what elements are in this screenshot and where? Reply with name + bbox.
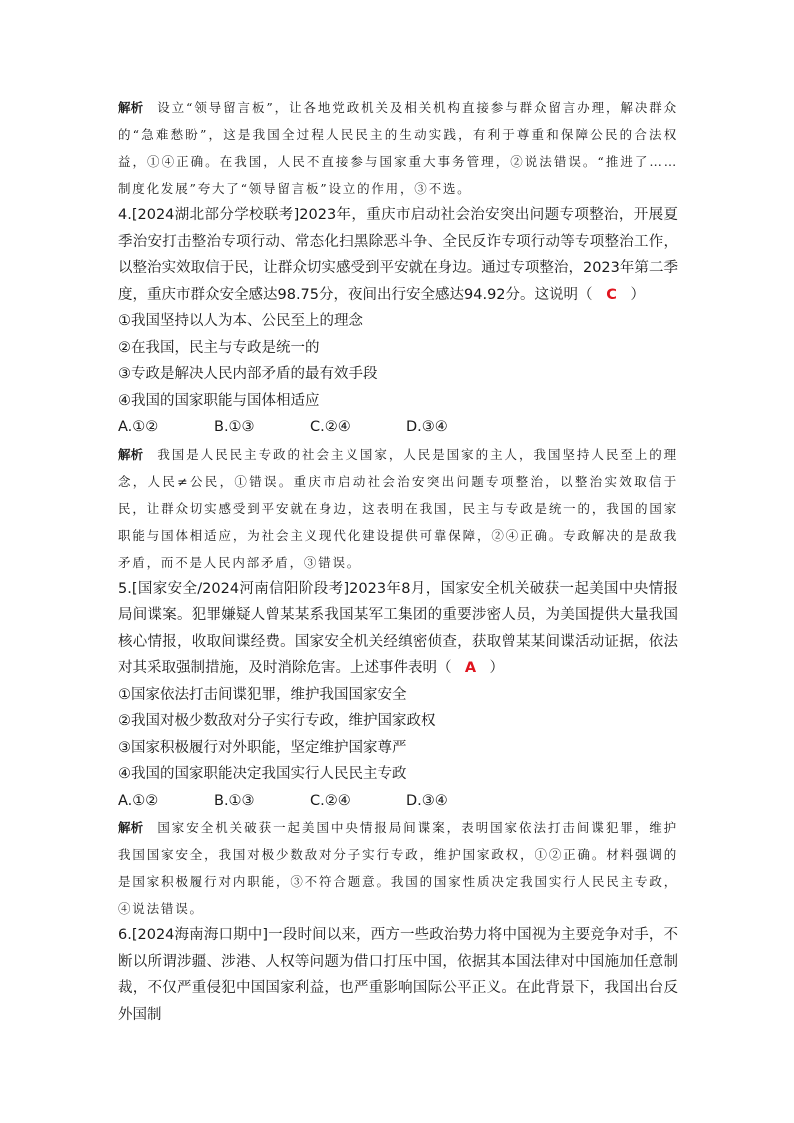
question-4 [118, 202, 678, 308]
question-5-close: ） [489, 660, 504, 676]
question-5-option: ②我国对极少数敌对分子实行专政，维护国家政权 [118, 713, 436, 729]
question-4-option: ④我国的国家职能与国体相适应 [118, 392, 320, 409]
question-4-choices [118, 414, 678, 441]
question-4-text: 4.[2024湖北部分学校联考]2023年，重庆市启动社会治安突出问题专项整治，开展夏季治安打击整治专项行动、常态化扫黑除恶斗争、全民反诈专项行动等专项整治工作，以整治实效取信于民，让群众切实感受到平安就在身边。通过专项整治，2023年第二季度，重庆市群众安全感达98.75分，夜间出行安全感达94.92分。这说明（ [118, 207, 678, 303]
explanation-prev [118, 94, 678, 202]
choice-b: B.①③ [214, 419, 255, 435]
explanation-text: 我国是人民民主专政的社会主义国家，人民是国家的主人，我国坚持人民至上的理念，人民≠公民，①错误。重庆市启动社会治安突出问题专项整治，以整治实效取信于民，让群众切实感受到平安就在身边，这表明在我国，民主与专政是统一的，我国的国家职能与国体相适应，为社会主义现代化建设提供可靠保障，②④正确。专政解决的是敌我矛盾，而不是人民内部矛盾，③错误。 [118, 446, 678, 570]
document-page [118, 94, 678, 1028]
question-5-text: 5.[国家安全/2024河南信阳阶段考]2023年8月，国家安全机关破获一起美国中央情报局间谍案。犯罪嫌疑人曾某某系我国某军工集团的重要涉密人员，为美国提供大量我国核心情报，收取间谍经费。国家安全机关经缜密侦查，获取曾某某间谍活动证据，依法对其采取强制措施，及时消除危害。上述事件表明（ [118, 580, 678, 676]
question-5-choices [118, 788, 678, 815]
question-5-option: ④我国的国家职能决定我国实行人民民主专政 [118, 766, 407, 782]
question-5 [118, 576, 678, 682]
question-4-option: ③专政是解决人民内部矛盾的最有效手段 [118, 366, 378, 382]
question-5-answer: A [464, 660, 477, 676]
question-4-option: ①我国坚持以人为本、公民至上的理念 [118, 313, 363, 329]
explanation-tag: 解析 [118, 100, 144, 115]
choice-c: C.②④ [310, 419, 351, 435]
choice-d: D.③④ [406, 792, 448, 809]
question-4-explanation [118, 441, 678, 576]
question-5-option: ③国家积极履行对外职能，坚定维护国家尊严 [118, 739, 407, 756]
explanation-text: 国家安全机关破获一起美国中央情报局间谍案，表明国家依法打击间谍犯罪，维护我国国家安全，我国对极少数敌对分子实行专政，维护国家政权，①②正确。材料强调的是国家积极履行对内职能，③不符合题意。我国的国家性质决定我国实行人民民主专政，④说法错误。 [118, 820, 678, 916]
question-6-text: 6.[2024海南海口期中]一段时间以来，西方一些政治势力将中国视为主要竞争对手，不断以所谓涉疆、涉港、人权等问题为借口打压中国，依据其本国法律对中国施加任意制裁，不仅严重侵犯中国国家利益，也严重影响国际公平正义。在此背景下，我国出台反外国制 [118, 927, 678, 1023]
question-4-close: ） [630, 286, 646, 303]
explanation-tag: 解析 [118, 446, 144, 462]
choice-a: A.①② [118, 792, 159, 809]
question-4-answer: C [606, 286, 617, 303]
question-5-explanation [118, 814, 678, 922]
choice-c: C.②④ [310, 792, 351, 809]
explanation-tag: 解析 [118, 820, 144, 835]
question-4-option: ②在我国，民主与专政是统一的 [118, 339, 320, 356]
choice-a: A.①② [118, 419, 159, 435]
choice-d: D.③④ [406, 419, 448, 435]
question-6 [118, 922, 678, 1028]
explanation-text: 设立“领导留言板”，让各地党政机关及相关机构直接参与群众留言办理，解决群众的“急难愁盼”，这是我国全过程人民民主的生动实践，有利于尊重和保障公民的合法权益，①④正确。在我国，人民不直接参与国家重大事务管理，②说法错误。“推进了……制度化发展”夸大了“领导留言板”设立的作用，③不选。 [118, 100, 678, 196]
choice-b: B.①③ [214, 792, 255, 809]
question-5-option: ①国家依法打击间谍犯罪，维护我国国家安全 [118, 686, 407, 703]
